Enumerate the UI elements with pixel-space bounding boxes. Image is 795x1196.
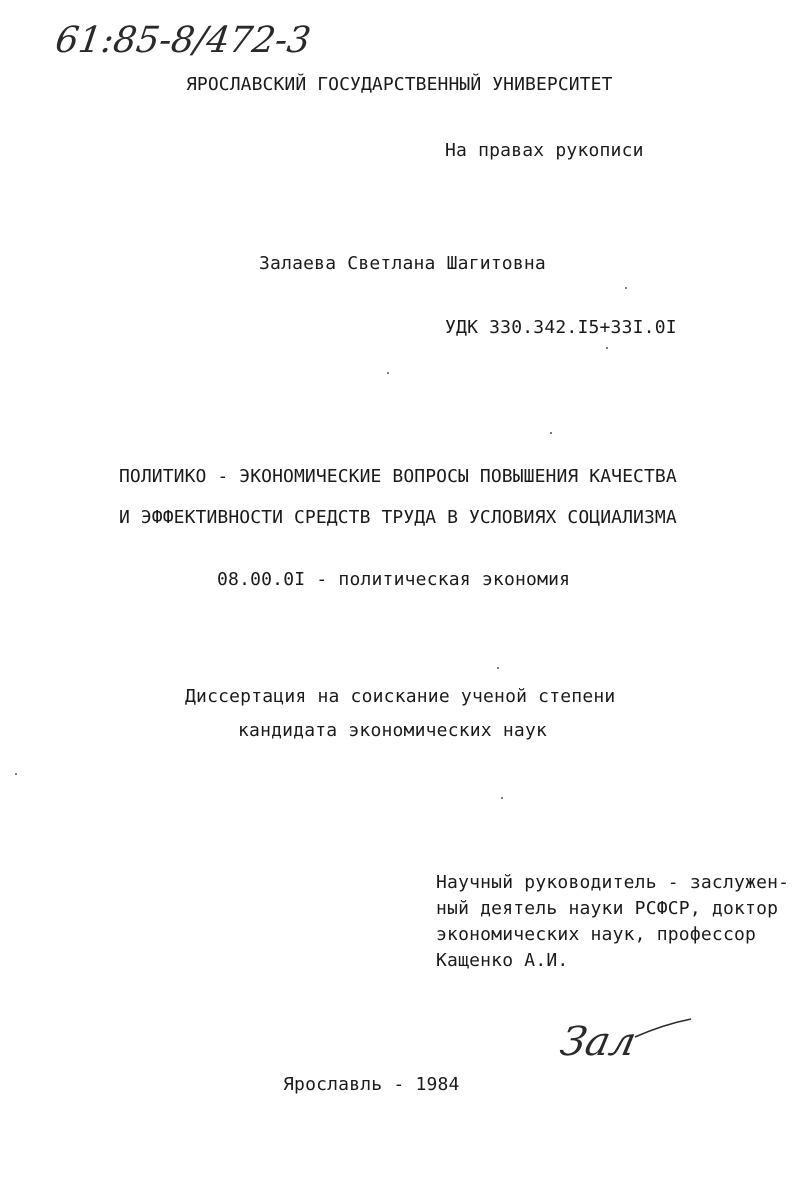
supervisor-line-3: экономических наук, профессор [436, 924, 757, 945]
scan-speck [625, 287, 627, 289]
supervisor-line-4: Кащенко А.И. [436, 950, 569, 971]
handwritten-archive-code [52, 10, 328, 70]
scan-speck [387, 372, 389, 374]
scan-speck [497, 667, 499, 669]
supervisor-line-1: Научный руководитель - заслужен- [436, 872, 790, 893]
scan-speck [550, 432, 552, 434]
udc-code: УДК 330.342.I5+33I.0I [445, 317, 677, 338]
scan-speck [15, 773, 17, 775]
scan-speck [501, 797, 503, 799]
title-line-1: ПОЛИТИКО - ЭКОНОМИЧЕСКИЕ ВОПРОСЫ ПОВЫШЕНИЯ КАЧЕСТВА [119, 466, 677, 487]
degree-line-2: кандидата экономических наук [238, 720, 548, 741]
archive-code-text: 61:85-8/472-3 [52, 18, 314, 61]
signature-text: Зал [556, 1017, 641, 1065]
supervisor-line-2: ный деятель науки РСФСР, доктор [436, 898, 779, 919]
degree-line-1: Диссертация на соискание ученой степени [185, 686, 616, 707]
author-name: Залаева Светлана Шагитовна [259, 253, 546, 274]
manuscript-note: На правах рукописи [445, 140, 644, 161]
university-name: ЯРОСЛАВСКИЙ ГОСУДАРСТВЕННЫЙ УНИВЕРСИТЕТ [186, 74, 613, 95]
title-line-2: И ЭФФЕКТИВНОСТИ СРЕДСТВ ТРУДА В УСЛОВИЯХ СОЦИАЛИЗМА [119, 507, 677, 528]
scan-speck [606, 347, 608, 349]
supervisor-signature [556, 1005, 695, 1070]
place-and-year: Ярославль - 1984 [283, 1074, 460, 1095]
signature-stroke [635, 1019, 691, 1037]
specialty-code: 08.00.0I - политическая экономия [217, 569, 571, 590]
